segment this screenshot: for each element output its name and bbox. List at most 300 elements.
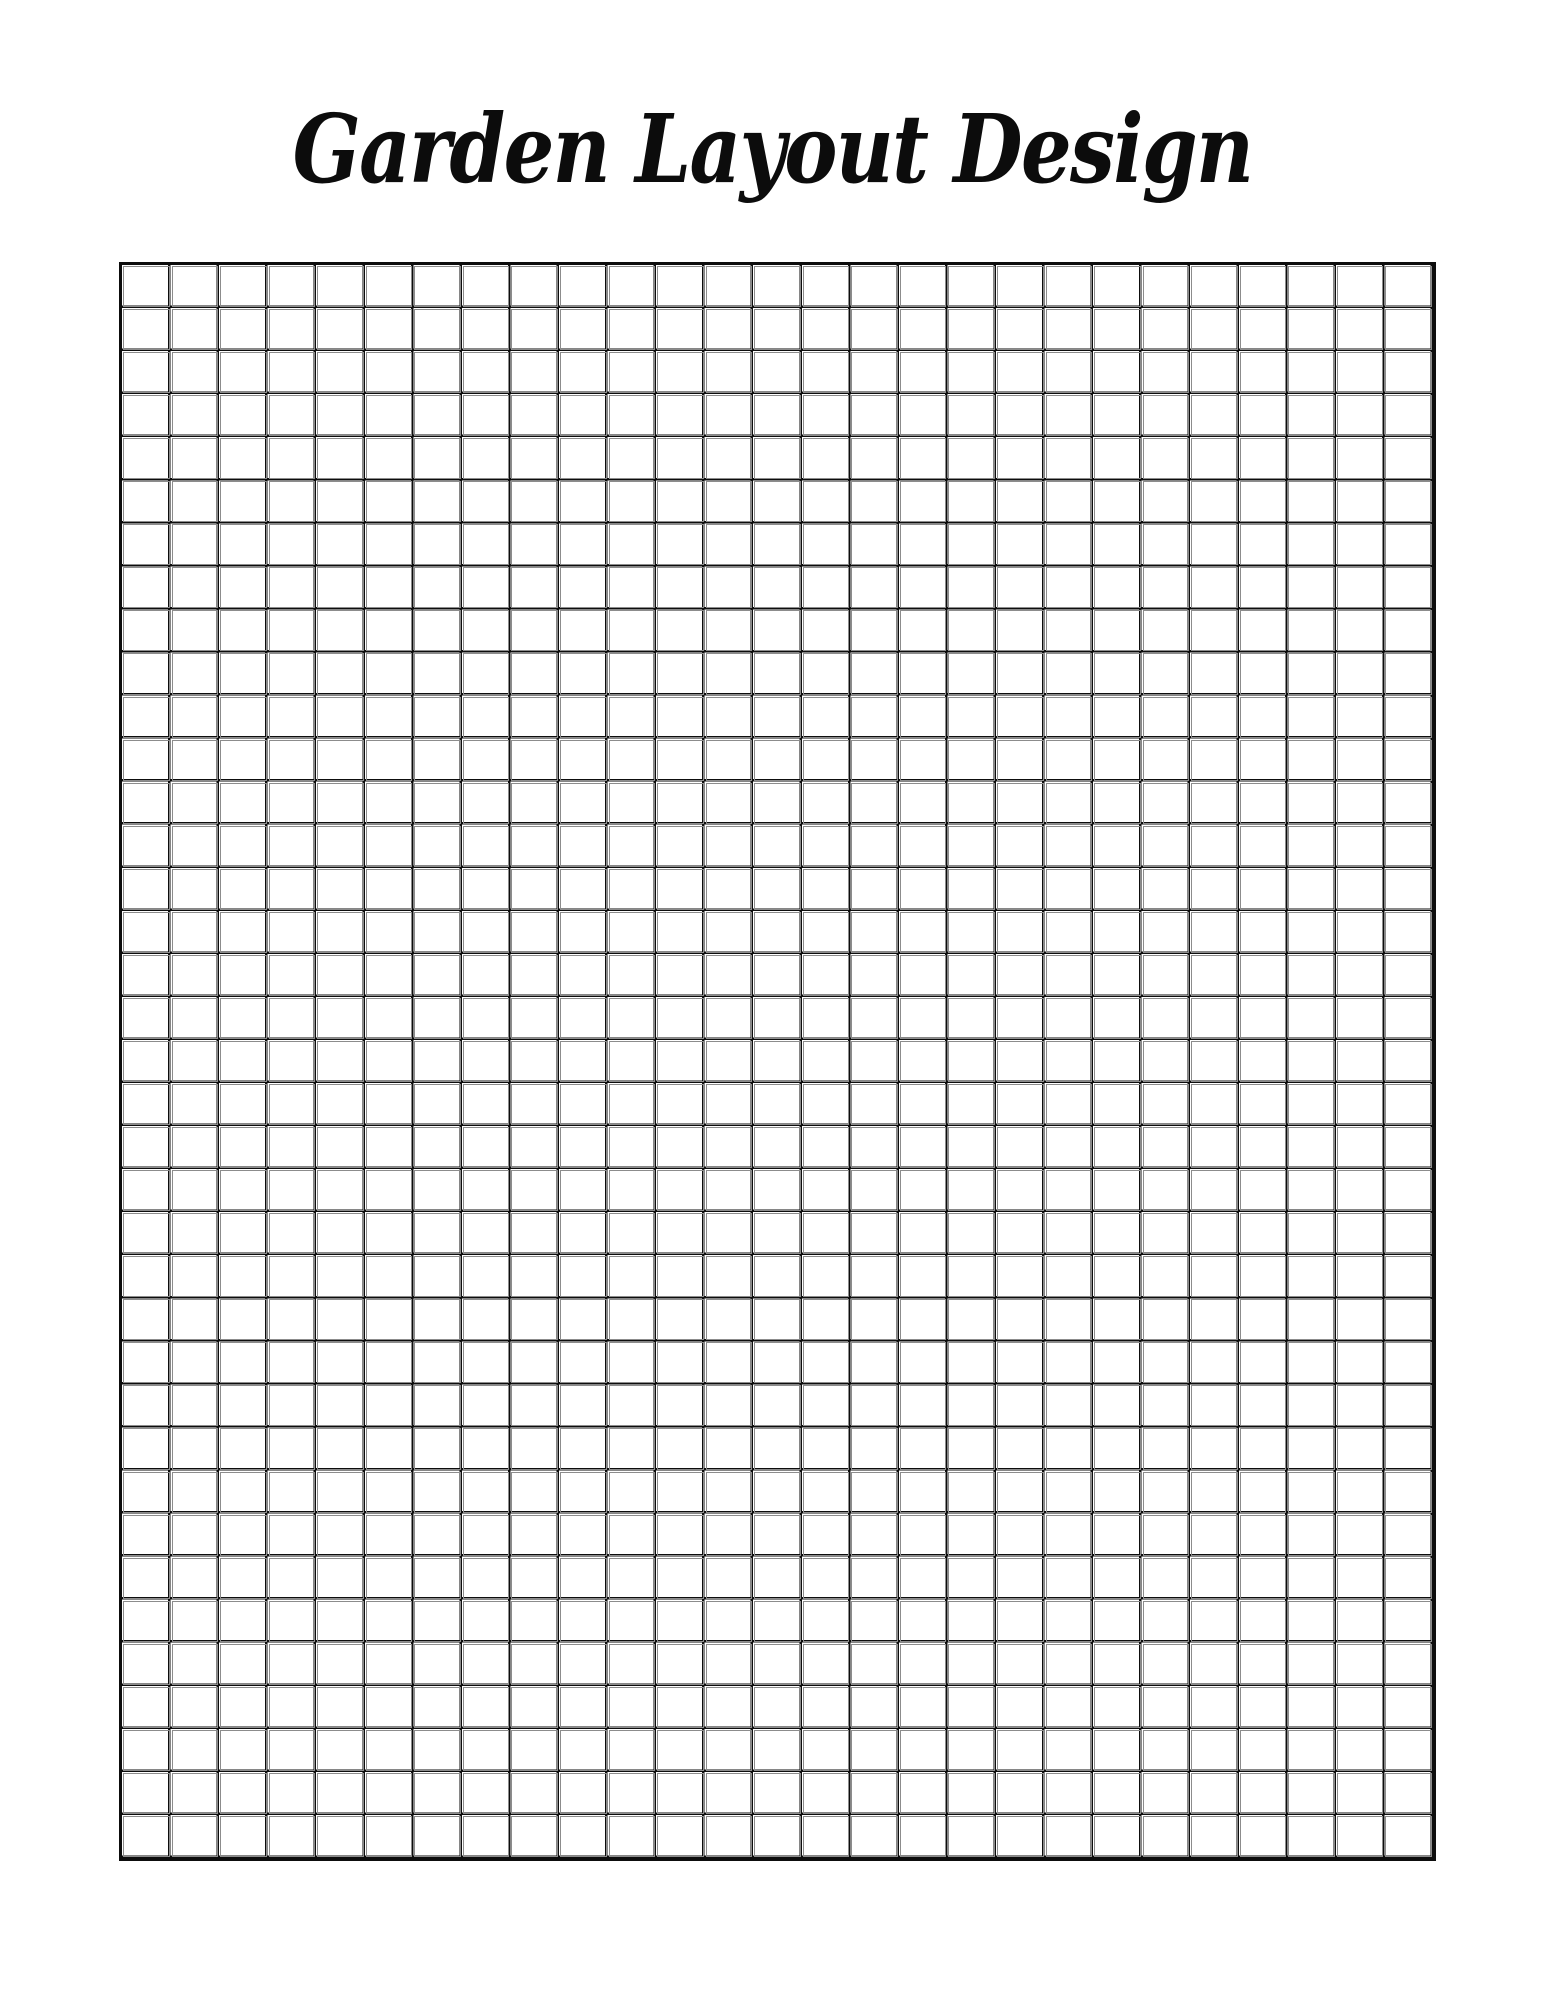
grid-cell bbox=[414, 740, 461, 781]
grid-cell bbox=[269, 653, 316, 694]
grid-cell bbox=[803, 309, 850, 350]
grid-cell bbox=[269, 1428, 316, 1469]
grid-cell bbox=[414, 1299, 461, 1340]
grid-cell bbox=[1288, 1730, 1335, 1771]
grid-cell bbox=[366, 438, 413, 479]
grid-cell bbox=[1046, 1256, 1093, 1297]
grid-cell bbox=[948, 912, 995, 953]
grid-cell bbox=[220, 1299, 267, 1340]
grid-cell bbox=[803, 266, 850, 307]
grid-cell bbox=[1094, 567, 1141, 608]
grid-cell bbox=[900, 1084, 947, 1125]
grid-cell bbox=[948, 524, 995, 565]
grid-cell bbox=[463, 740, 510, 781]
grid-cell bbox=[657, 1558, 704, 1599]
grid-cell bbox=[414, 524, 461, 565]
grid-cell bbox=[220, 869, 267, 910]
grid-cell bbox=[851, 1558, 898, 1599]
grid-cell bbox=[1191, 1472, 1238, 1513]
grid-cell bbox=[1385, 1515, 1432, 1556]
grid-cell bbox=[317, 1515, 364, 1556]
grid-cell bbox=[1240, 1170, 1287, 1211]
grid-cell bbox=[1337, 1213, 1384, 1254]
grid-cell bbox=[123, 653, 170, 694]
grid-cell bbox=[1094, 912, 1141, 953]
grid-cell bbox=[220, 395, 267, 436]
grid-cell bbox=[220, 309, 267, 350]
grid-cell bbox=[511, 869, 558, 910]
grid-cell bbox=[1288, 1385, 1335, 1426]
grid-cell bbox=[1143, 1428, 1190, 1469]
grid-cell bbox=[900, 1385, 947, 1426]
grid-cell bbox=[657, 309, 704, 350]
grid-cell bbox=[1191, 1127, 1238, 1168]
grid-cell bbox=[463, 1687, 510, 1728]
grid-cell bbox=[414, 783, 461, 824]
grid-cell bbox=[1046, 783, 1093, 824]
grid-cell bbox=[366, 869, 413, 910]
grid-cell bbox=[269, 998, 316, 1039]
grid-cell bbox=[657, 481, 704, 522]
grid-cell bbox=[560, 352, 607, 393]
grid-cell bbox=[1337, 1515, 1384, 1556]
grid-cell bbox=[948, 1170, 995, 1211]
grid-cell bbox=[609, 438, 656, 479]
grid-cell bbox=[754, 1558, 801, 1599]
grid-cell bbox=[948, 438, 995, 479]
grid-cell bbox=[1094, 869, 1141, 910]
grid-cell bbox=[123, 1730, 170, 1771]
grid-cell bbox=[1191, 1816, 1238, 1857]
grid-cell bbox=[220, 740, 267, 781]
grid-cell bbox=[1288, 352, 1335, 393]
grid-cell bbox=[317, 826, 364, 867]
grid-cell bbox=[657, 912, 704, 953]
grid-cell bbox=[900, 524, 947, 565]
grid-cell bbox=[1094, 1773, 1141, 1814]
grid-cell bbox=[317, 1041, 364, 1082]
grid-cell bbox=[997, 1213, 1044, 1254]
grid-cell bbox=[1191, 955, 1238, 996]
grid-cell bbox=[123, 309, 170, 350]
grid-cell bbox=[317, 783, 364, 824]
grid-cell bbox=[851, 1213, 898, 1254]
grid-cell bbox=[1191, 1558, 1238, 1599]
grid-cell bbox=[560, 1601, 607, 1642]
grid-cell bbox=[803, 998, 850, 1039]
grid-cell bbox=[609, 697, 656, 738]
grid-cell bbox=[803, 1256, 850, 1297]
grid-cell bbox=[414, 1601, 461, 1642]
grid-cell bbox=[1143, 826, 1190, 867]
grid-cell bbox=[317, 524, 364, 565]
grid-cell bbox=[803, 826, 850, 867]
grid-cell bbox=[706, 1084, 753, 1125]
grid-cell bbox=[1143, 352, 1190, 393]
grid-cell bbox=[851, 697, 898, 738]
grid-cell bbox=[1046, 481, 1093, 522]
grid-cell bbox=[1094, 653, 1141, 694]
grid-cell bbox=[997, 869, 1044, 910]
grid-cell bbox=[1191, 395, 1238, 436]
grid-cell bbox=[997, 1730, 1044, 1771]
grid-cell bbox=[414, 1816, 461, 1857]
grid-cell bbox=[463, 567, 510, 608]
grid-cell bbox=[1143, 912, 1190, 953]
grid-cell bbox=[560, 1299, 607, 1340]
grid-cell bbox=[463, 1730, 510, 1771]
grid-cell bbox=[609, 912, 656, 953]
grid-cell bbox=[900, 1773, 947, 1814]
grid-cell bbox=[997, 567, 1044, 608]
grid-cell bbox=[1337, 1730, 1384, 1771]
grid-cell bbox=[1191, 826, 1238, 867]
grid-cell bbox=[123, 524, 170, 565]
grid-cell bbox=[754, 955, 801, 996]
grid-cell bbox=[1240, 653, 1287, 694]
grid-cell bbox=[414, 1385, 461, 1426]
grid-cell bbox=[220, 1515, 267, 1556]
grid-cell bbox=[1094, 610, 1141, 651]
grid-cell bbox=[220, 955, 267, 996]
grid-cell bbox=[366, 1428, 413, 1469]
grid-cell bbox=[269, 395, 316, 436]
grid-cell bbox=[1191, 438, 1238, 479]
grid-cell bbox=[560, 1730, 607, 1771]
grid-cell bbox=[657, 1816, 704, 1857]
grid-cell bbox=[803, 1687, 850, 1728]
grid-cell bbox=[851, 1127, 898, 1168]
grid-cell bbox=[1094, 1601, 1141, 1642]
grid-cell bbox=[948, 1084, 995, 1125]
grid-cell bbox=[948, 309, 995, 350]
grid-cell bbox=[463, 1601, 510, 1642]
grid-cell bbox=[657, 438, 704, 479]
grid-cell bbox=[1240, 309, 1287, 350]
grid-cell bbox=[1337, 653, 1384, 694]
grid-cell bbox=[123, 1256, 170, 1297]
grid-cell bbox=[220, 567, 267, 608]
grid-cell bbox=[269, 1644, 316, 1685]
grid-cell bbox=[560, 1213, 607, 1254]
grid-cell bbox=[560, 1256, 607, 1297]
grid-cell bbox=[609, 653, 656, 694]
grid-cell bbox=[560, 826, 607, 867]
grid-cell bbox=[948, 1127, 995, 1168]
grid-cell bbox=[269, 352, 316, 393]
grid-cell bbox=[1385, 1472, 1432, 1513]
grid-cell bbox=[900, 1170, 947, 1211]
grid-cell bbox=[609, 955, 656, 996]
grid-cell bbox=[414, 352, 461, 393]
grid-cell bbox=[317, 481, 364, 522]
grid-cell bbox=[560, 438, 607, 479]
grid-cell bbox=[1288, 309, 1335, 350]
grid-cell bbox=[803, 481, 850, 522]
grid-cell bbox=[706, 1730, 753, 1771]
grid-cell bbox=[1094, 1644, 1141, 1685]
grid-cell bbox=[900, 697, 947, 738]
grid-cell bbox=[706, 1428, 753, 1469]
grid-cell bbox=[172, 826, 219, 867]
grid-cell bbox=[317, 1472, 364, 1513]
grid-cell bbox=[560, 1773, 607, 1814]
grid-cell bbox=[706, 266, 753, 307]
grid-cell bbox=[851, 1601, 898, 1642]
grid-cell bbox=[1240, 1644, 1287, 1685]
grid-cell bbox=[851, 524, 898, 565]
grid-cell bbox=[366, 1730, 413, 1771]
grid-cell bbox=[754, 869, 801, 910]
grid-cell bbox=[414, 1342, 461, 1383]
grid-cell bbox=[706, 1687, 753, 1728]
grid-cell bbox=[560, 1472, 607, 1513]
grid-cell bbox=[609, 1773, 656, 1814]
grid-cell bbox=[511, 1816, 558, 1857]
grid-cell bbox=[900, 567, 947, 608]
grid-cell bbox=[1288, 1773, 1335, 1814]
grid-cell bbox=[172, 1213, 219, 1254]
grid-cell bbox=[123, 266, 170, 307]
grid-cell bbox=[657, 783, 704, 824]
grid-cell bbox=[366, 1644, 413, 1685]
grid-cell bbox=[1046, 826, 1093, 867]
grid-cell bbox=[1288, 912, 1335, 953]
grid-cell bbox=[463, 481, 510, 522]
grid-cell bbox=[366, 481, 413, 522]
grid-cell bbox=[1288, 1472, 1335, 1513]
grid-cell bbox=[754, 1816, 801, 1857]
grid-cell bbox=[1094, 1687, 1141, 1728]
grid-cell bbox=[269, 1127, 316, 1168]
grid-cell bbox=[1385, 1299, 1432, 1340]
grid-cell bbox=[657, 1213, 704, 1254]
grid-cell bbox=[997, 912, 1044, 953]
grid-cell bbox=[1385, 1170, 1432, 1211]
grid-cell bbox=[900, 1515, 947, 1556]
grid-cell bbox=[1240, 1256, 1287, 1297]
grid-cell bbox=[172, 524, 219, 565]
grid-cell bbox=[706, 524, 753, 565]
grid-cell bbox=[803, 783, 850, 824]
grid-cell bbox=[609, 1299, 656, 1340]
grid-cell bbox=[1288, 998, 1335, 1039]
grid-cell bbox=[269, 524, 316, 565]
grid-cell bbox=[463, 438, 510, 479]
grid-cell bbox=[172, 1601, 219, 1642]
grid-cell bbox=[900, 826, 947, 867]
grid-cell bbox=[269, 1687, 316, 1728]
grid-cell bbox=[123, 869, 170, 910]
grid-cell bbox=[657, 869, 704, 910]
grid-cell bbox=[414, 1644, 461, 1685]
grid-cell bbox=[366, 1687, 413, 1728]
grid-cell bbox=[803, 438, 850, 479]
grid-cell bbox=[1337, 912, 1384, 953]
grid-cell bbox=[123, 395, 170, 436]
grid-cell bbox=[560, 481, 607, 522]
grid-cell bbox=[1046, 740, 1093, 781]
grid-cell bbox=[948, 826, 995, 867]
grid-cell bbox=[463, 998, 510, 1039]
grid-cell bbox=[366, 395, 413, 436]
grid-cell bbox=[657, 395, 704, 436]
grid-cell bbox=[511, 697, 558, 738]
grid-cell bbox=[123, 1170, 170, 1211]
grid-cell bbox=[511, 826, 558, 867]
grid-cell bbox=[1385, 826, 1432, 867]
grid-cell bbox=[803, 1213, 850, 1254]
page-title: Garden Layout Design bbox=[292, 94, 1253, 205]
grid-cell bbox=[172, 266, 219, 307]
grid-cell bbox=[1143, 309, 1190, 350]
grid-cell bbox=[269, 1084, 316, 1125]
grid-cell bbox=[511, 1213, 558, 1254]
grid-cell bbox=[220, 1558, 267, 1599]
grid-cell bbox=[1385, 395, 1432, 436]
grid-cell bbox=[803, 1644, 850, 1685]
grid-cell bbox=[706, 1256, 753, 1297]
grid-cell bbox=[1094, 438, 1141, 479]
grid-cell bbox=[948, 1256, 995, 1297]
grid-cell bbox=[172, 567, 219, 608]
grid-cell bbox=[317, 740, 364, 781]
grid-cell bbox=[1094, 1472, 1141, 1513]
grid-cell bbox=[997, 955, 1044, 996]
grid-cell bbox=[657, 266, 704, 307]
grid-cell bbox=[511, 998, 558, 1039]
grid-cell bbox=[560, 309, 607, 350]
grid-cell bbox=[560, 1084, 607, 1125]
grid-cell bbox=[123, 1342, 170, 1383]
grid-cell bbox=[317, 869, 364, 910]
grid-cell bbox=[1385, 740, 1432, 781]
grid-cell bbox=[657, 1084, 704, 1125]
grid-cell bbox=[123, 1385, 170, 1426]
grid-cell bbox=[366, 1256, 413, 1297]
grid-cell bbox=[1143, 395, 1190, 436]
grid-cell bbox=[269, 610, 316, 651]
grid-cell bbox=[414, 697, 461, 738]
grid-cell bbox=[657, 826, 704, 867]
grid-cell bbox=[172, 783, 219, 824]
grid-cell bbox=[657, 610, 704, 651]
grid-cell bbox=[657, 1428, 704, 1469]
grid-cell bbox=[948, 352, 995, 393]
grid-cell bbox=[317, 1299, 364, 1340]
grid-cell bbox=[317, 1127, 364, 1168]
grid-cell bbox=[1337, 1084, 1384, 1125]
grid-cell bbox=[851, 1472, 898, 1513]
grid-cell bbox=[803, 1041, 850, 1082]
grid-cell bbox=[220, 1601, 267, 1642]
grid-cell bbox=[1337, 998, 1384, 1039]
grid-cell bbox=[269, 1041, 316, 1082]
grid-cell bbox=[463, 1213, 510, 1254]
grid-cell bbox=[948, 1558, 995, 1599]
grid-cell bbox=[948, 1644, 995, 1685]
grid-cell bbox=[1288, 438, 1335, 479]
grid-cell bbox=[269, 1730, 316, 1771]
grid-cell bbox=[1046, 1428, 1093, 1469]
grid-cell bbox=[269, 955, 316, 996]
grid-cell bbox=[803, 1773, 850, 1814]
grid-cell bbox=[803, 1816, 850, 1857]
grid-cell bbox=[511, 653, 558, 694]
grid-cell bbox=[1143, 697, 1190, 738]
grid-cell bbox=[172, 1084, 219, 1125]
grid-cell bbox=[1240, 1773, 1287, 1814]
grid-cell bbox=[1143, 740, 1190, 781]
grid-cell bbox=[1094, 352, 1141, 393]
grid-cell bbox=[754, 1687, 801, 1728]
grid-cell bbox=[1385, 783, 1432, 824]
grid-cell bbox=[1288, 783, 1335, 824]
grid-cell bbox=[317, 1644, 364, 1685]
grid-cell bbox=[414, 1041, 461, 1082]
grid-cell bbox=[851, 395, 898, 436]
grid-cell bbox=[1046, 653, 1093, 694]
grid-cell bbox=[997, 1644, 1044, 1685]
grid-cell bbox=[511, 1558, 558, 1599]
grid-cell bbox=[123, 998, 170, 1039]
grid-cell bbox=[1385, 955, 1432, 996]
grid-cell bbox=[1191, 1601, 1238, 1642]
grid-cell bbox=[172, 1342, 219, 1383]
grid-cell bbox=[803, 912, 850, 953]
grid-cell bbox=[706, 998, 753, 1039]
grid-cell bbox=[1143, 1730, 1190, 1771]
grid-cell bbox=[1046, 998, 1093, 1039]
grid-cell bbox=[123, 481, 170, 522]
grid-cell bbox=[609, 1084, 656, 1125]
grid-cell bbox=[803, 1127, 850, 1168]
grid-cell bbox=[803, 955, 850, 996]
grid-cell bbox=[609, 1601, 656, 1642]
grid-cell bbox=[1191, 998, 1238, 1039]
grid-cell bbox=[754, 912, 801, 953]
grid-cell bbox=[172, 610, 219, 651]
grid-cell bbox=[463, 955, 510, 996]
grid-cell bbox=[172, 998, 219, 1039]
grid-cell bbox=[1191, 740, 1238, 781]
grid-cell bbox=[1385, 1773, 1432, 1814]
grid-cell bbox=[997, 524, 1044, 565]
grid-cell bbox=[1337, 438, 1384, 479]
grid-cell bbox=[609, 1644, 656, 1685]
grid-cell bbox=[754, 352, 801, 393]
grid-cell bbox=[511, 912, 558, 953]
grid-cell bbox=[317, 955, 364, 996]
grid-cell bbox=[1385, 1342, 1432, 1383]
grid-cell bbox=[1143, 955, 1190, 996]
grid-cell bbox=[366, 1773, 413, 1814]
grid-cell bbox=[609, 1127, 656, 1168]
grid-cell bbox=[220, 998, 267, 1039]
grid-cell bbox=[1046, 438, 1093, 479]
grid-cell bbox=[1240, 869, 1287, 910]
grid-cell bbox=[1337, 826, 1384, 867]
grid-cell bbox=[1288, 481, 1335, 522]
grid-cell bbox=[1094, 955, 1141, 996]
grid-cell bbox=[366, 1342, 413, 1383]
grid-cell bbox=[1337, 352, 1384, 393]
grid-cell bbox=[1094, 1730, 1141, 1771]
grid-cell bbox=[317, 438, 364, 479]
grid-cell bbox=[657, 1127, 704, 1168]
grid-cell bbox=[948, 567, 995, 608]
grid-cell bbox=[754, 1730, 801, 1771]
